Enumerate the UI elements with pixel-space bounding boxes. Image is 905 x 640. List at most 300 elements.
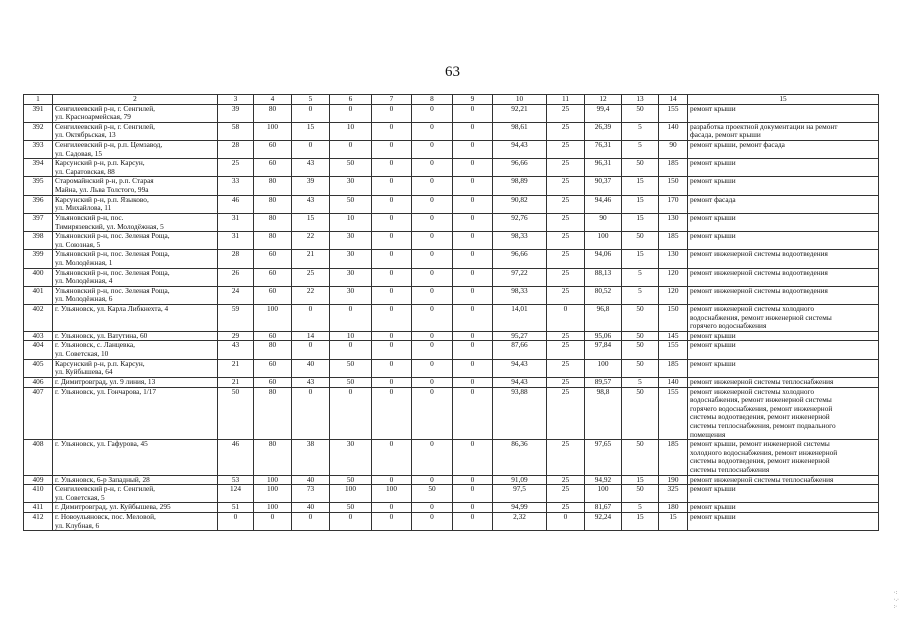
table-row	[24, 268, 879, 286]
work-type-cell	[688, 440, 879, 475]
value-cell: 50	[622, 387, 659, 440]
value-cell: 0	[292, 141, 330, 159]
value-cell: 94,43	[493, 377, 547, 387]
table-row	[24, 232, 879, 250]
value-cell: 0	[412, 250, 453, 268]
address-line: Ульяновский р-н, пос.	[55, 213, 124, 222]
value-cell: 91,09	[493, 475, 547, 485]
column-number-row	[24, 95, 879, 105]
work-type-cell	[688, 475, 879, 485]
value-cell: 28	[218, 250, 254, 268]
value-cell: 92,21	[493, 104, 547, 122]
address-line: Карсунский р-н, р.п. Языково,	[55, 195, 149, 204]
column-number: 13	[622, 95, 659, 105]
column-number: 4	[254, 95, 292, 105]
value-cell: 0	[372, 213, 412, 231]
value-cell: 89,57	[585, 377, 622, 387]
row-number: 402	[24, 305, 53, 332]
value-cell: 87,66	[493, 341, 547, 359]
value-cell: 26,39	[585, 122, 622, 140]
address-line: ул. Молодёжная, 6	[55, 294, 113, 304]
table-row	[24, 341, 879, 359]
value-cell: 80	[254, 104, 292, 122]
address-cell	[53, 513, 218, 531]
value-cell: 50	[622, 331, 659, 341]
value-cell: 15	[292, 122, 330, 140]
value-cell: 28	[218, 141, 254, 159]
address-cell	[53, 331, 218, 341]
value-cell: 100	[254, 475, 292, 485]
value-cell: 50	[622, 104, 659, 122]
work-line: ремонт крыши	[690, 359, 736, 368]
value-cell: 92,76	[493, 213, 547, 231]
work-line: ремонт крыши	[690, 158, 736, 168]
column-number: 11	[547, 95, 585, 105]
value-cell: 0	[372, 377, 412, 387]
value-cell: 5	[622, 122, 659, 140]
value-cell: 50	[330, 195, 372, 213]
total-cell: 130	[659, 250, 688, 268]
value-cell: 0	[372, 195, 412, 213]
value-cell: 25	[547, 141, 585, 159]
value-cell: 25	[547, 359, 585, 377]
address-line: Ульяновский р-н, пос. Зеленая Роща,	[55, 286, 170, 295]
address-line: Сенгилеевский р-н, г. Сенгилей,	[55, 122, 155, 131]
table-row	[24, 250, 879, 268]
value-cell: 100	[254, 503, 292, 513]
value-cell: 25	[547, 341, 585, 359]
value-cell: 29	[218, 331, 254, 341]
work-line: ремонт инженерной системы теплоснабжения	[690, 377, 834, 386]
total-cell: 155	[659, 341, 688, 359]
work-line: ремонт фасада	[690, 195, 736, 204]
value-cell: 50	[330, 159, 372, 177]
work-type-cell	[688, 485, 879, 503]
address-line: г. Ульяновск, ул. Карла Либкнехта, 4	[55, 304, 169, 314]
value-cell: 53	[218, 475, 254, 485]
row-number: 408	[24, 440, 53, 475]
margin-marks: ·: ·.· :·	[893, 590, 899, 611]
value-cell: 0	[453, 141, 493, 159]
value-cell: 0	[372, 305, 412, 332]
address-line: ул. Красноармейская, 79	[55, 112, 131, 122]
value-cell: 0	[372, 341, 412, 359]
column-number: 6	[330, 95, 372, 105]
value-cell: 0	[372, 122, 412, 140]
value-cell: 0	[372, 387, 412, 440]
work-type-cell	[688, 159, 879, 177]
value-cell: 43	[292, 195, 330, 213]
table-row	[24, 177, 879, 195]
value-cell: 39	[292, 177, 330, 195]
row-number: 407	[24, 387, 53, 440]
value-cell: 0	[412, 359, 453, 377]
value-cell: 0	[453, 104, 493, 122]
value-cell: 5	[622, 141, 659, 159]
value-cell: 0	[330, 141, 372, 159]
total-cell: 185	[659, 359, 688, 377]
value-cell: 96,8	[585, 305, 622, 332]
work-type-cell	[688, 104, 879, 122]
value-cell: 26	[218, 268, 254, 286]
value-cell: 25	[547, 377, 585, 387]
value-cell: 5	[622, 377, 659, 387]
work-type-cell	[688, 232, 879, 250]
value-cell: 25	[547, 485, 585, 503]
address-line: г. Димитровград, ул. Куйбышева, 295	[55, 502, 171, 512]
work-line: ремонт крыши	[690, 213, 736, 222]
value-cell: 0	[292, 104, 330, 122]
address-line: г. Ульяновск, ул. Гончарова, 1/17	[55, 387, 157, 396]
value-cell: 0	[372, 232, 412, 250]
row-number: 409	[24, 475, 53, 485]
value-cell: 100	[585, 232, 622, 250]
work-type-cell	[688, 341, 879, 359]
value-cell: 0	[330, 387, 372, 440]
value-cell: 0	[412, 475, 453, 485]
column-number: 8	[412, 95, 453, 105]
work-line: ремонт инженерной системы холодного	[690, 387, 815, 396]
address-line: ул. Советская, 5	[55, 492, 105, 502]
value-cell: 0	[453, 250, 493, 268]
column-number: 7	[372, 95, 412, 105]
value-cell: 25	[547, 475, 585, 485]
value-cell: 50	[622, 485, 659, 503]
value-cell: 97,22	[493, 268, 547, 286]
value-cell: 10	[330, 331, 372, 341]
address-line: Карсунский р-н, р.п. Карсун,	[55, 359, 145, 368]
work-line: системы водоотведения, ремонт инженерной	[690, 412, 830, 422]
value-cell: 80	[254, 195, 292, 213]
value-cell: 94,46	[585, 195, 622, 213]
address-line: ул. Михайлова, 11	[55, 203, 112, 213]
value-cell: 100	[330, 485, 372, 503]
address-line: Тимирязевский, ул. Молодёжная, 5	[55, 221, 164, 231]
work-line: ремонт крыши	[690, 104, 736, 113]
address-line: г. Ульяновск, с. Ланцевка,	[55, 340, 135, 350]
address-line: г. Новоульяновск, пос. Меловой,	[55, 512, 156, 522]
value-cell: 25	[547, 268, 585, 286]
value-cell: 0	[453, 177, 493, 195]
work-line: ремонт крыши	[690, 502, 736, 512]
value-cell: 0	[412, 213, 453, 231]
value-cell: 0	[547, 513, 585, 531]
value-cell: 80	[254, 177, 292, 195]
work-line: помещения	[690, 429, 726, 439]
work-type-cell	[688, 377, 879, 387]
value-cell: 50	[412, 485, 453, 503]
value-cell: 30	[330, 286, 372, 304]
value-cell: 25	[547, 232, 585, 250]
row-number: 411	[24, 503, 53, 513]
address-cell	[53, 159, 218, 177]
value-cell: 0	[412, 141, 453, 159]
value-cell: 43	[218, 341, 254, 359]
value-cell: 46	[218, 440, 254, 475]
value-cell: 0	[412, 104, 453, 122]
value-cell: 21	[292, 250, 330, 268]
value-cell: 5	[622, 268, 659, 286]
value-cell: 96,31	[585, 159, 622, 177]
value-cell: 100	[254, 305, 292, 332]
address-line: Сенгилеевский р-н, р.п. Цемзавод,	[55, 140, 163, 150]
table-row	[24, 440, 879, 475]
value-cell: 100	[254, 485, 292, 503]
value-cell: 96,66	[493, 250, 547, 268]
address-line: г. Ульяновск, ул. Гафурова, 45	[55, 439, 148, 449]
value-cell: 93,88	[493, 387, 547, 440]
value-cell: 50	[622, 341, 659, 359]
value-cell: 0	[453, 377, 493, 387]
address-cell	[53, 387, 218, 440]
value-cell: 0	[412, 377, 453, 387]
value-cell: 0	[453, 359, 493, 377]
work-line: горячего водоснабжения, ремонт инженерной	[690, 403, 833, 413]
work-line: разработка проектной документации на ремонт	[690, 122, 838, 131]
address-line: Ульяновский р-н, пос. Зеленая Роща,	[55, 268, 170, 277]
value-cell: 0	[453, 475, 493, 485]
address-line: г. Ульяновск, ул. Ватутина, 60	[55, 331, 148, 340]
row-number: 400	[24, 268, 53, 286]
address-cell	[53, 503, 218, 513]
value-cell: 90,37	[585, 177, 622, 195]
value-cell: 30	[330, 268, 372, 286]
row-number: 397	[24, 213, 53, 231]
work-line: водоснабжения, ремонт инженерной системы	[690, 395, 832, 405]
value-cell: 0	[453, 485, 493, 503]
address-cell	[53, 440, 218, 475]
work-line: системы теплоснабжения	[690, 464, 770, 474]
work-line: ремонт крыши, ремонт инженерной системы	[690, 439, 830, 449]
work-line: ремонт инженерной системы холодного	[690, 304, 815, 314]
total-cell: 140	[659, 122, 688, 140]
address-line: Майна, ул. Льва Толстого, 99а	[55, 185, 149, 195]
value-cell: 98,33	[493, 232, 547, 250]
repair-program-table	[23, 94, 879, 531]
address-cell	[53, 286, 218, 304]
value-cell: 50	[622, 232, 659, 250]
work-type-cell	[688, 359, 879, 377]
work-line: ремонт крыши	[690, 484, 736, 494]
address-line: ул. Клубная, 6	[55, 520, 100, 530]
work-line: холодного водоснабжения, ремонт инженерной	[690, 447, 838, 457]
value-cell: 0	[372, 286, 412, 304]
address-cell	[53, 475, 218, 485]
value-cell: 25	[547, 195, 585, 213]
value-cell: 10	[330, 213, 372, 231]
row-number: 404	[24, 341, 53, 359]
value-cell: 30	[330, 250, 372, 268]
address-cell	[53, 232, 218, 250]
value-cell: 25	[547, 503, 585, 513]
work-line: ремонт инженерной системы водоотведения	[690, 286, 828, 295]
value-cell: 100	[372, 485, 412, 503]
value-cell: 88,13	[585, 268, 622, 286]
address-line: ул. Садовая, 15	[55, 148, 102, 158]
table-row	[24, 513, 879, 531]
work-line: фасада, ремонт крыши	[690, 130, 761, 140]
row-number: 393	[24, 141, 53, 159]
value-cell: 25	[547, 159, 585, 177]
work-type-cell	[688, 305, 879, 332]
table-row	[24, 503, 879, 513]
value-cell: 50	[622, 359, 659, 377]
total-cell: 120	[659, 268, 688, 286]
value-cell: 25	[547, 122, 585, 140]
value-cell: 60	[254, 286, 292, 304]
value-cell: 0	[372, 503, 412, 513]
value-cell: 0	[453, 503, 493, 513]
row-number: 394	[24, 159, 53, 177]
row-number: 410	[24, 485, 53, 503]
value-cell: 31	[218, 232, 254, 250]
value-cell: 25	[218, 159, 254, 177]
table-row	[24, 331, 879, 341]
row-number: 392	[24, 122, 53, 140]
row-number: 401	[24, 286, 53, 304]
value-cell: 80	[254, 213, 292, 231]
table-row	[24, 475, 879, 485]
value-cell: 15	[622, 475, 659, 485]
value-cell: 80	[254, 232, 292, 250]
value-cell: 0	[372, 141, 412, 159]
work-line: ремонт крыши	[690, 340, 736, 350]
address-line: ул. Саратовская, 88	[55, 166, 115, 176]
total-cell: 185	[659, 159, 688, 177]
address-line: ул. Куйбышева, 64	[55, 367, 113, 377]
total-cell: 150	[659, 305, 688, 332]
table-row	[24, 377, 879, 387]
value-cell: 14	[292, 331, 330, 341]
value-cell: 98,33	[493, 286, 547, 304]
total-cell: 140	[659, 377, 688, 387]
address-cell	[53, 359, 218, 377]
value-cell: 95,27	[493, 331, 547, 341]
value-cell: 10	[330, 122, 372, 140]
value-cell: 0	[412, 195, 453, 213]
value-cell: 0	[330, 341, 372, 359]
value-cell: 0	[372, 513, 412, 531]
value-cell: 60	[254, 268, 292, 286]
value-cell: 21	[218, 359, 254, 377]
value-cell: 94,43	[493, 141, 547, 159]
value-cell: 5	[622, 503, 659, 513]
value-cell: 0	[453, 213, 493, 231]
value-cell: 0	[453, 195, 493, 213]
row-number: 398	[24, 232, 53, 250]
value-cell: 0	[453, 440, 493, 475]
value-cell: 0	[453, 331, 493, 341]
address-line: Карсунский р-н, р.п. Карсун,	[55, 158, 145, 168]
work-line: ремонт инженерной системы водоотведения	[690, 268, 828, 277]
table-row	[24, 159, 879, 177]
value-cell: 50	[330, 377, 372, 387]
value-cell: 90	[585, 213, 622, 231]
column-number: 1	[24, 95, 53, 105]
value-cell: 0	[412, 268, 453, 286]
table-body	[24, 95, 879, 531]
value-cell: 50	[330, 359, 372, 377]
value-cell: 21	[218, 377, 254, 387]
row-number: 412	[24, 513, 53, 531]
value-cell: 97,65	[585, 440, 622, 475]
value-cell: 40	[292, 475, 330, 485]
value-cell: 0	[412, 232, 453, 250]
value-cell: 25	[547, 104, 585, 122]
value-cell: 80	[254, 440, 292, 475]
row-number: 399	[24, 250, 53, 268]
column-number: 15	[688, 95, 879, 105]
value-cell: 51	[218, 503, 254, 513]
value-cell: 50	[622, 440, 659, 475]
address-cell	[53, 122, 218, 140]
total-cell: 155	[659, 104, 688, 122]
work-type-cell	[688, 286, 879, 304]
value-cell: 100	[585, 359, 622, 377]
address-cell	[53, 377, 218, 387]
value-cell: 97,5	[493, 485, 547, 503]
value-cell: 0	[547, 305, 585, 332]
work-line: ремонт крыши	[690, 331, 736, 340]
value-cell: 94,43	[493, 359, 547, 377]
table-row	[24, 104, 879, 122]
value-cell: 0	[453, 232, 493, 250]
value-cell: 0	[412, 122, 453, 140]
value-cell: 25	[547, 387, 585, 440]
value-cell: 98,89	[493, 177, 547, 195]
value-cell: 0	[453, 341, 493, 359]
value-cell: 0	[453, 387, 493, 440]
value-cell: 0	[412, 159, 453, 177]
value-cell: 80	[254, 387, 292, 440]
value-cell: 0	[372, 359, 412, 377]
value-cell: 0	[372, 250, 412, 268]
value-cell: 97,84	[585, 341, 622, 359]
address-line: ул. Советская, 10	[55, 349, 109, 359]
value-cell: 95,06	[585, 331, 622, 341]
table-row	[24, 305, 879, 332]
row-number: 395	[24, 177, 53, 195]
value-cell: 50	[622, 305, 659, 332]
row-number: 391	[24, 104, 53, 122]
work-line: ремонт крыши	[690, 512, 736, 522]
work-line: системы водоотведения, ремонт инженерной	[690, 456, 830, 466]
value-cell: 0	[292, 387, 330, 440]
table-row	[24, 213, 879, 231]
address-line: ул. Союзная, 5	[55, 239, 101, 249]
address-line: Ульяновский р-н, пос. Зеленая Роща,	[55, 231, 170, 241]
total-cell: 150	[659, 177, 688, 195]
row-number: 396	[24, 195, 53, 213]
value-cell: 0	[372, 268, 412, 286]
value-cell: 30	[330, 232, 372, 250]
value-cell: 0	[372, 475, 412, 485]
table-row	[24, 195, 879, 213]
address-cell	[53, 485, 218, 503]
table-row	[24, 122, 879, 140]
address-line: ул. Октябрьская, 13	[55, 130, 116, 140]
address-cell	[53, 341, 218, 359]
address-line: г. Ульяновск, 6-р Западный, 28	[55, 475, 150, 484]
value-cell: 0	[372, 159, 412, 177]
value-cell: 39	[218, 104, 254, 122]
table-row	[24, 286, 879, 304]
value-cell: 0	[292, 341, 330, 359]
value-cell: 0	[412, 513, 453, 531]
value-cell: 0	[412, 331, 453, 341]
value-cell: 124	[218, 485, 254, 503]
value-cell: 15	[622, 213, 659, 231]
